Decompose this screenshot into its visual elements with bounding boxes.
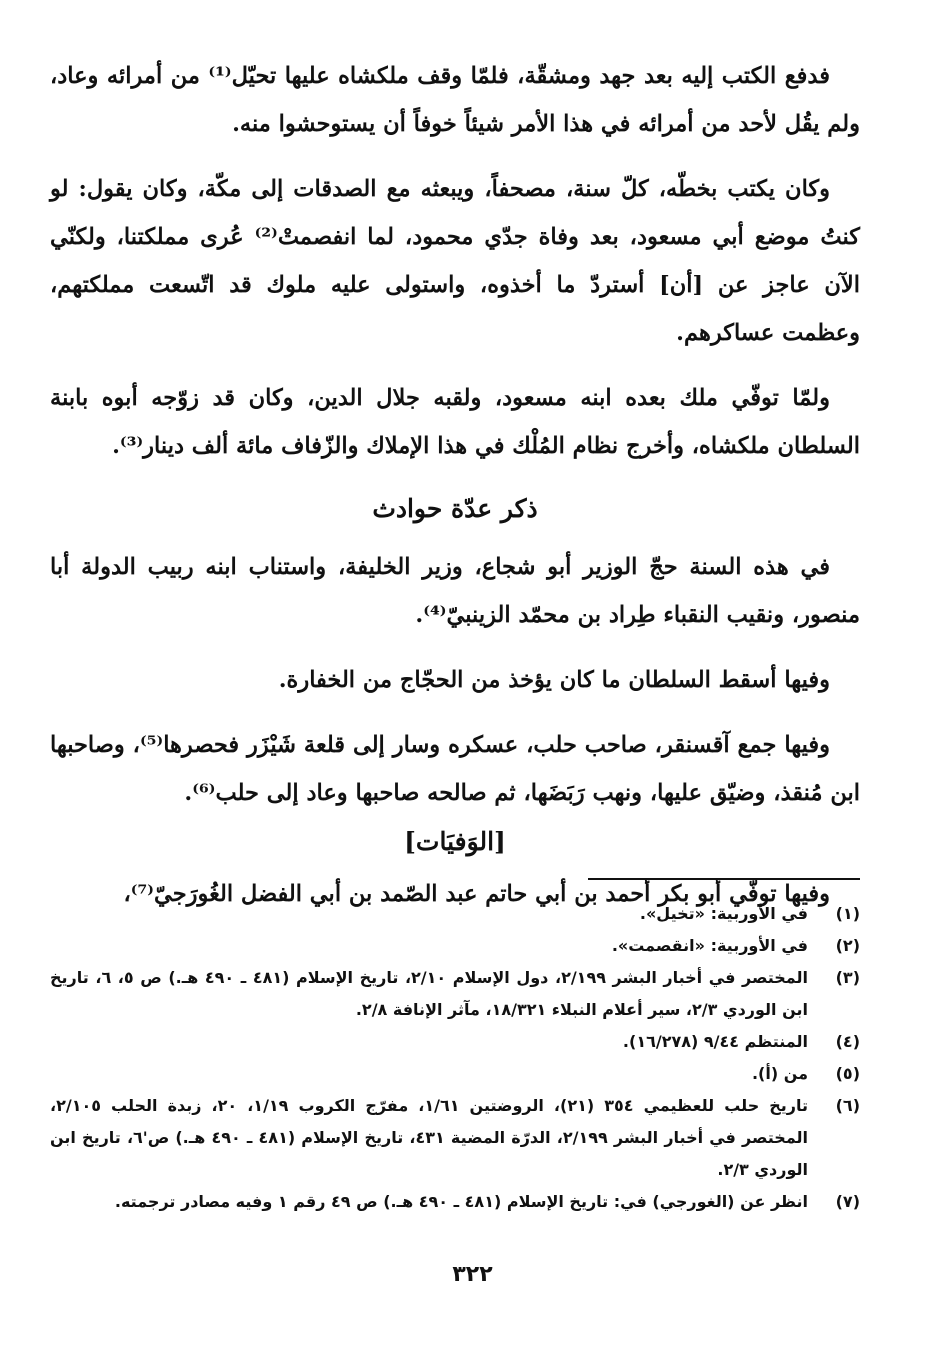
footnote-separator — [588, 878, 860, 880]
footnote-number: (٧) — [835, 1192, 860, 1211]
footnote — [50, 1058, 860, 1090]
footnote-text: انظر عن (الغورجي) في: تاريخ الإسلام (٤٨١ ـ ٤٩٠ هـ.) ص ٤٩ رقم ١ وفيه مصادر ترجمته. — [114, 1192, 808, 1211]
paragraph: فدفع الكتب إليه بعد جهد ومشقّة، فلمّا وقف ملكشاه عليها تحيّل⁽¹⁾ من أمرائه وعاد، ولم يقُل لأحد من أمرائه في هذا الأمر شيئاً خوفاً أن يستوحشوا منه. — [50, 63, 860, 137]
footnote-text: في الأوربية: «انقصمت». — [611, 936, 808, 955]
main-text — [50, 52, 860, 935]
footnotes — [50, 898, 860, 1218]
footnote-text: المنتظم ٩/٤٤ (١٦/٢٧٨). — [622, 1032, 808, 1051]
footnote-text: في الأوربية: «تخيل». — [639, 904, 808, 923]
footnote — [50, 962, 860, 1026]
footnote — [50, 1186, 860, 1218]
paragraph: وفيها توفّي أبو بكر أحمد بن أبي حاتم عبد الصّمد بن أبي الفضل الغُورَجيّ⁽⁷⁾، — [123, 881, 830, 907]
paragraph: ولمّا توفّي ملك بعده ابنه مسعود، ولقبه جلال الدين، وكان قد زوّجه أبوه بابنة السلطان ملكشاه، وأخرج نظام المُلْك في هذا الإملاك والزّفاف مائة ألف دينار⁽³⁾. — [50, 385, 860, 459]
wafayat-heading: [الوَفيَات] — [404, 827, 506, 856]
paragraph: في هذه السنة حجّ الوزير أبو شجاع، وزير الخليفة، واستناب ابنه ربيب الدولة أبا منصور، ونقيب النقباء طِراد بن محمّد الزينبيّ⁽⁴⁾. — [50, 554, 860, 628]
footnote — [50, 1026, 860, 1058]
footnote-text: من (أ). — [751, 1064, 808, 1083]
footnote-text: المختصر في أخبار البشر ٢/١٩٩، دول الإسلام ٢/١٠، تاريخ الإسلام (٤٨١ ـ ٤٩٠ هـ.) ص ٥، ٦، تاريخ ابن الوردي ٢/٣، سير أعلام النبلاء ١٨/٣٢١، مآثر الإنافة ٢/٨. — [50, 968, 808, 1019]
paragraph: وفيها أسقط السلطان ما كان يؤخذ من الحجّاج من الخفارة. — [278, 667, 830, 693]
paragraph: وكان يكتب بخطّه، كلّ سنة، مصحفاً، ويبعثه مع الصدقات إلى مكّة، وكان يقول: لو كنتُ موضع أبي مسعود، بعد وفاة جدّي محمود، لما انفصمتْ⁽²⁾ عُرى مملكتنا، ولكنّي الآن عاجز عن [أن] أستردّ ما أخذوه، واستولى عليه ملوك قد اتّسعت مملكتهم، وعظمت عساكرهم. — [50, 176, 860, 346]
footnote-number: (١) — [835, 904, 860, 923]
footnote-number: (٤) — [835, 1032, 860, 1051]
page-number: ٣٢٢ — [452, 1262, 493, 1287]
footnote-text: تاريخ حلب للعظيمي ٣٥٤ (٢١)، الروضتين ١/٦١، مفرّج الكروب ١/١٩، ٢٠، زبدة الحلب ٢/١٠٥، المختصر في أخبار البشر ٢/١٩٩، الدرّة المضية ٤٣١، تاريخ الإسلام (٤٨١ ـ ٤٩٠ هـ.) ص'٦، تاريخ ابن الوردي ٢/٣. — [50, 1096, 809, 1179]
footnote-number: (٦) — [835, 1096, 860, 1115]
paragraph: وفيها جمع آقسنقر، صاحب حلب، عسكره وسار إلى قلعة شَيْزَر فحصرها⁽⁵⁾، وصاحبها ابن مُنقذ، وضيّق عليها، ونهب رَبَضَها، ثم صالحه صاحبها وعاد إلى حلب⁽⁶⁾. — [50, 732, 860, 806]
footnote-number: (٢) — [835, 936, 860, 955]
footnote — [50, 930, 860, 962]
footnote-number: (٣) — [835, 968, 860, 987]
footnote — [50, 1090, 860, 1186]
footnote — [50, 898, 860, 930]
footnote-number: (٥) — [835, 1064, 860, 1083]
section-heading: ذكر عدّة حوادث — [372, 494, 538, 523]
